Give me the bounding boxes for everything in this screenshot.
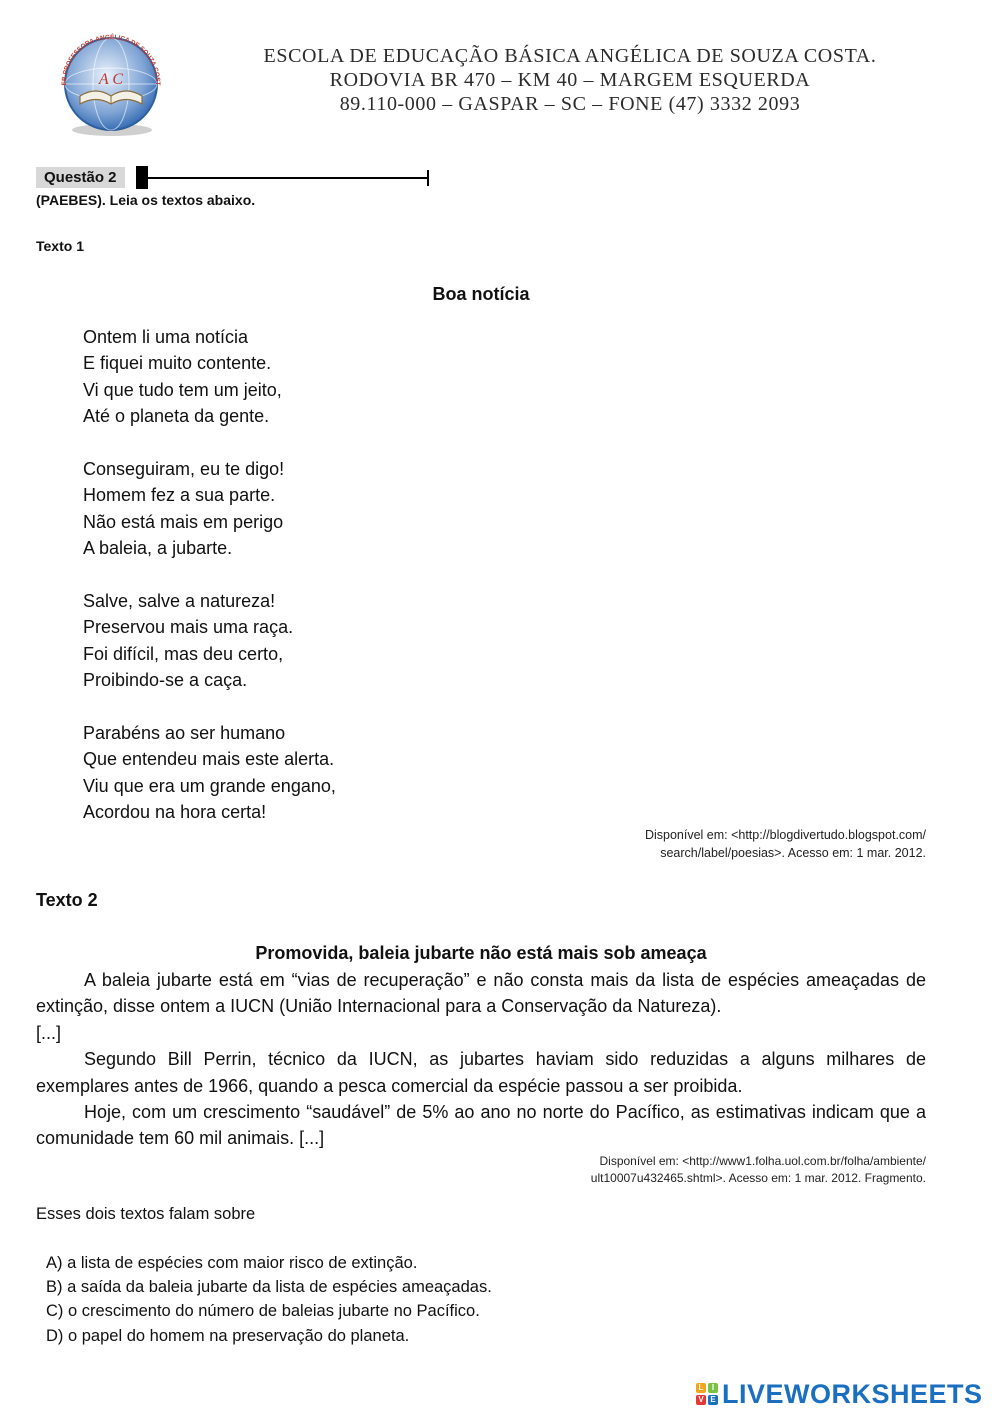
school-name: ESCOLA DE EDUCAÇÃO BÁSICA ANGÉLICA DE SOUZA COSTA. [263, 45, 877, 67]
stanza [83, 588, 336, 694]
stanza [83, 324, 336, 430]
text2-source [591, 1153, 926, 1187]
poem-line: Que entendeu mais este alerta. [83, 749, 335, 770]
school-address: RODOVIA BR 470 – KM 40 – MARGEM ESQUERDA [329, 69, 811, 91]
school-logo [52, 22, 170, 140]
source-line: ult10007u432465.shtml>. Acesso em: 1 mar. 2012. Fragmento. [590, 1171, 926, 1185]
poem-line: Não está mais em perigo [83, 511, 284, 532]
source-line: Disponível em: <http://blogdivertudo.blogspot.com/ [644, 828, 926, 842]
svg-text:EEB PROFESSORA ANGÉLICA DE SOU: EB PROFESSORA ANGÉLICA DE SOUZA COST [60, 33, 162, 86]
paragraph: A baleia jubarte está em “vias de recuperação” e não consta mais da lista de espécies ameaçadas de extinção, disse ontem a IUCN (União Internacional para a Conservação da Natureza). [36, 970, 926, 1017]
poem-line: Salve, salve a natureza! [83, 591, 276, 612]
poem-line: Ontem li uma notícia [83, 327, 249, 347]
poem-line: Viu que era um grande engano, [83, 775, 336, 796]
poem-line: Até o planeta da gente. [83, 406, 270, 427]
brand-logo-icon [696, 1383, 718, 1405]
option-c[interactable]: C) o crescimento do número de baleias jubarte no Pacífico. [46, 1302, 480, 1321]
poem-line: Proibindo-se a caça. [83, 670, 248, 691]
brand-icon-letter: E [708, 1395, 718, 1405]
poem-line: Vi que tudo tem um jeito, [83, 379, 282, 400]
school-header [215, 44, 925, 116]
question-prompt: Esses dois textos falam sobre [36, 1205, 256, 1223]
option-a[interactable]: A) a lista de espécies com maior risco de extinção. [46, 1254, 418, 1272]
source-line: search/label/poesias>. Acesso em: 1 mar. 2012. [660, 846, 926, 860]
text2-body [36, 967, 926, 1152]
question-label: Questão 2 [36, 167, 125, 188]
poem-line: Foi difícil, mas deu certo, [83, 643, 284, 664]
poem-line: Conseguiram, eu te digo! [83, 459, 285, 480]
paragraph: Hoje, com um crescimento “saudável” de 5% ao ano no norte do Pacífico, as estimativas indicam que a comunidade tem 60 mil animais. [...] [36, 1102, 926, 1149]
option-d[interactable]: D) o papel do homem na preservação do planeta. [46, 1326, 410, 1345]
text2-title: Promovida, baleia jubarte não está mais sob ameaça [255, 943, 707, 963]
text1-title: Boa notícia [432, 284, 530, 304]
paragraph: [...] [36, 1022, 62, 1043]
poem-line: A baleia, a jubarte. [83, 538, 233, 559]
text1-label: Texto 1 [36, 238, 84, 254]
question-marker [136, 166, 148, 189]
poem [83, 324, 336, 826]
poem-line: Acordou na hora certa! [83, 802, 267, 823]
text2-label: Texto 2 [36, 890, 98, 910]
brand-icon-letter: L [696, 1383, 706, 1393]
stanza [83, 456, 336, 562]
answer-options [46, 1251, 492, 1348]
poem-line: Parabéns ao ser humano [83, 723, 286, 744]
brand-name: LIVEWORKSHEETS [722, 1378, 983, 1409]
source-line: Disponível em: <http://www1.folha.uol.com.br/folha/ambiente/ [599, 1154, 926, 1168]
brand-icon-letter: V [696, 1395, 706, 1405]
option-b[interactable]: B) a saída da baleia jubarte da lista de espécies ameaçadas. [46, 1278, 492, 1297]
question-rule [148, 177, 428, 179]
question-instruction: (PAEBES). Leia os textos abaixo. [36, 192, 256, 208]
svg-text:A C: A C [98, 71, 124, 88]
stanza [83, 720, 336, 826]
liveworksheets-brand[interactable] [696, 1380, 983, 1408]
question-rule-end [427, 170, 429, 186]
poem-line: Preservou mais uma raça. [83, 617, 294, 638]
poem-line: Homem fez a sua parte. [83, 485, 276, 506]
poem-line: E fiquei muito contente. [83, 353, 272, 374]
paragraph: Segundo Bill Perrin, técnico da IUCN, as jubartes haviam sido reduzidas a alguns milhares de exemplares antes de 1966, quando a pesca comercial da espécie passou a ser proibida. [36, 1049, 926, 1096]
text1-source [645, 826, 926, 862]
school-contact: 89.110-000 – GASPAR – SC – FONE (47) 3332 2093 [339, 93, 801, 115]
brand-icon-letter: I [708, 1383, 718, 1393]
